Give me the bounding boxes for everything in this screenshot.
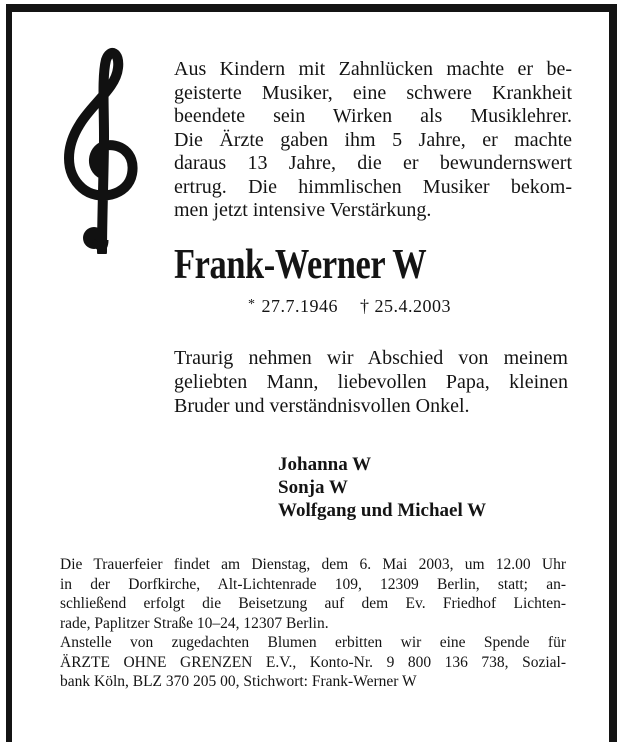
frame-border-right	[609, 4, 617, 742]
poem-line: beendete sein Wirken als Musiklehrer.	[174, 105, 572, 127]
mourner-name: Johanna W	[278, 454, 372, 475]
poem-line: men jetzt intensive Verstärkung.	[174, 199, 432, 221]
info-line: Die Trauerfeier findet am Dienstag, dem 6. Mai 2003, um 12.00 Uhr	[60, 556, 566, 573]
birth-date: 27.7.1946	[261, 296, 338, 316]
info-line: ÄRZTE OHNE GRENZEN E.V., Konto-Nr. 9 800 136 738, Sozial-	[60, 653, 566, 671]
deceased-name: Frank-Werner W	[174, 242, 427, 288]
frame-border-left	[6, 4, 12, 742]
poem-line: Aus Kindern mit Zahnlücken machte er be-	[174, 58, 572, 80]
condolence-line: geliebten Mann, liebevollen Papa, kleinen	[174, 371, 568, 393]
mourner-name: Sonja W	[278, 477, 348, 498]
treble-clef-icon	[58, 46, 142, 254]
poem-line: ertrug. Die himmlischen Musiker bekom-	[174, 175, 572, 198]
info-line: in der Dorfkirche, Alt-Lichtenrade 109, 12309 Berlin, statt; an-	[60, 575, 566, 593]
poem-line: daraus 13 Jahre, die er bewundernswert	[174, 152, 572, 174]
info-line: schließend erfolgt die Beisetzung auf dem Ev. Friedhof Lichten-	[60, 595, 566, 612]
mourner-name: Wolfgang und Michael W	[278, 500, 487, 521]
frame-border-top	[6, 4, 617, 12]
poem-line: geisterte Musiker, eine schwere Krankheit	[174, 81, 572, 104]
death-date: 25.4.2003	[374, 296, 451, 316]
life-dates	[248, 295, 451, 320]
mourners-list	[278, 453, 486, 522]
birth-symbol: *	[248, 297, 256, 312]
condolence-text	[174, 346, 568, 418]
poem-line: Die Ärzte gaben ihm 5 Jahre, er machte	[174, 128, 572, 151]
info-line: bank Köln, BLZ 370 205 00, Stichwort: Frank-Werner W	[60, 673, 417, 690]
info-line: Anstelle von zugedachten Blumen erbitten wir eine Spende für	[60, 634, 566, 651]
condolence-line: Traurig nehmen wir Abschied von meinem	[174, 347, 568, 369]
death-symbol: †	[360, 296, 370, 316]
condolence-line: Bruder und verständnisvollen Onkel.	[174, 395, 470, 417]
info-line: rade, Paplitzer Straße 10–24, 12307 Berlin.	[60, 614, 329, 632]
funeral-info	[60, 555, 566, 692]
poem-text	[174, 58, 572, 223]
